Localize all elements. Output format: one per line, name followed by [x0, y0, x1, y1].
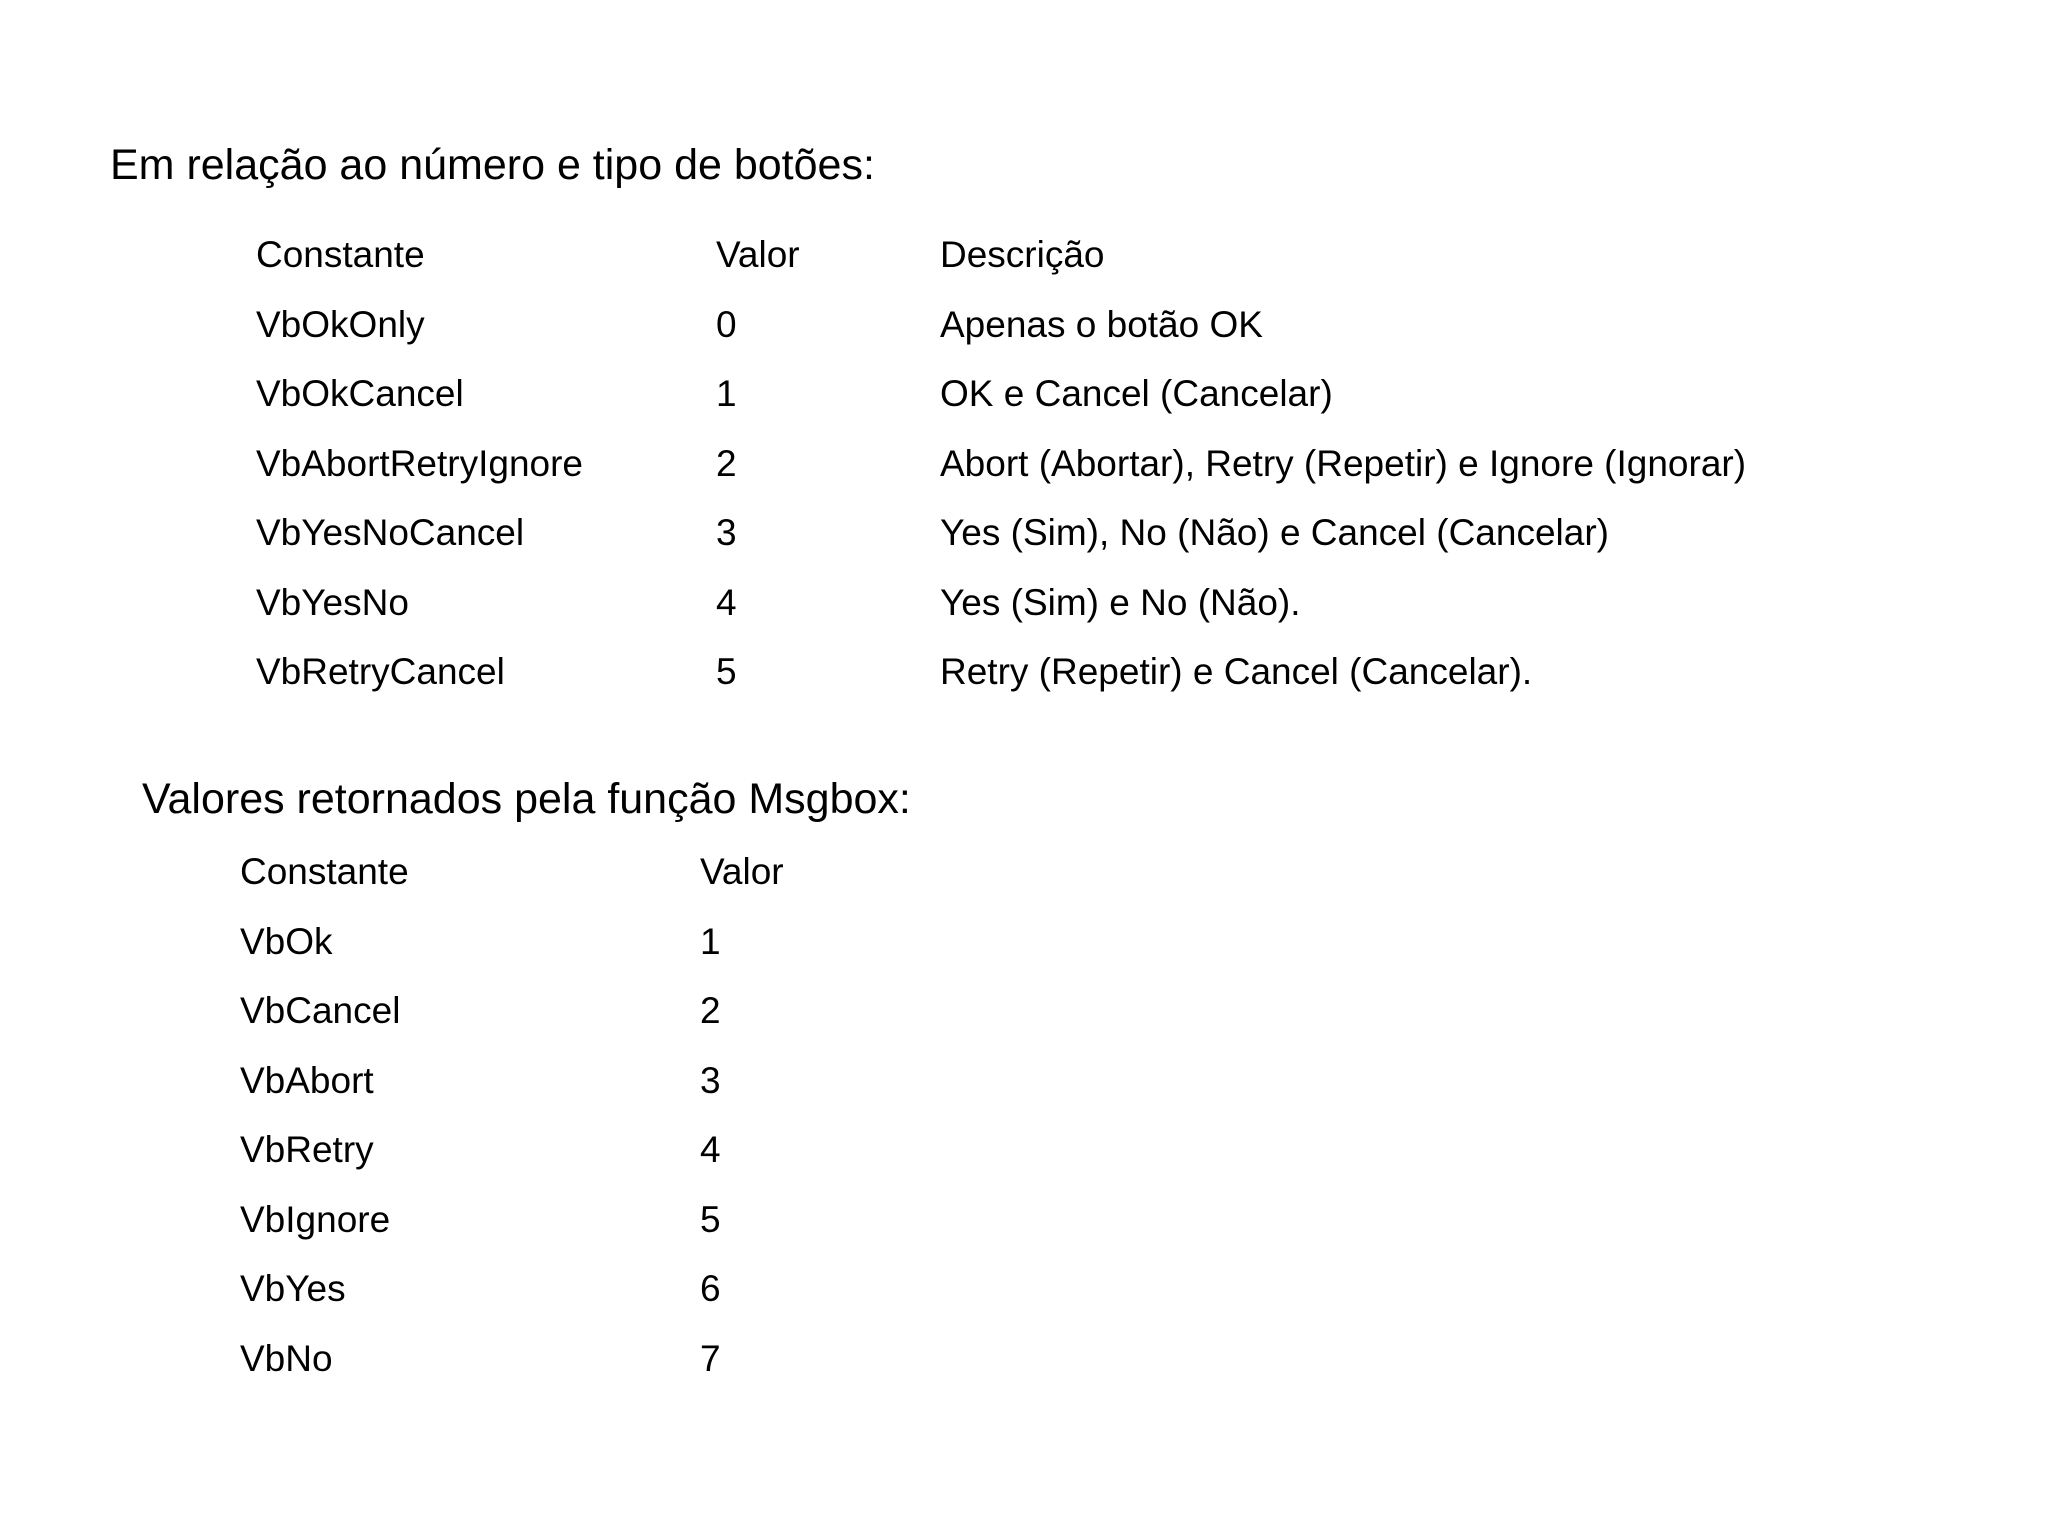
value-cell: 4: [700, 1129, 721, 1170]
constant-cell: VbCancel: [240, 990, 401, 1031]
value-cell: 6: [700, 1268, 721, 1309]
description-cell: Yes (Sim), No (Não) e Cancel (Cancelar): [940, 512, 1609, 553]
table-row: [256, 584, 1746, 654]
constant-cell: VbNo: [240, 1337, 333, 1379]
value-cell: 2: [700, 990, 721, 1031]
column-header-descricao: Descrição: [940, 234, 1105, 275]
table-row: [240, 923, 820, 993]
constant-cell: VbOkOnly: [256, 303, 425, 345]
value-cell: 3: [716, 512, 737, 553]
constant-cell: VbYes: [240, 1268, 346, 1309]
constant-cell: VbOkCancel: [256, 373, 464, 414]
constant-cell: VbAbortRetryIgnore: [256, 442, 584, 484]
table-row: [256, 375, 1746, 445]
returns-section-heading: Valores retornados pela função Msgbox:: [142, 775, 911, 823]
value-cell: 4: [716, 581, 737, 623]
description-cell: OK e Cancel (Cancelar): [940, 373, 1333, 414]
constant-cell: VbIgnore: [240, 1198, 391, 1240]
table-row: [240, 1340, 820, 1410]
value-cell: 1: [716, 373, 737, 414]
table-row: [240, 992, 820, 1062]
table-row: [256, 306, 1746, 376]
value-cell: 7: [700, 1337, 721, 1379]
table-row: [240, 1201, 820, 1271]
description-cell: Abort (Abortar), Retry (Repetir) e Ignore (Ignorar): [940, 442, 1747, 484]
constant-cell: VbRetry: [240, 1129, 374, 1170]
table-row: [256, 653, 1746, 723]
column-header-valor: Valor: [700, 851, 784, 892]
value-cell: 2: [716, 442, 737, 484]
constant-cell: VbYesNo: [256, 581, 409, 623]
buttons-table: [256, 236, 1746, 723]
column-header-constante: Constante: [256, 234, 425, 275]
description-cell: Retry (Repetir) e Cancel (Cancelar).: [940, 651, 1533, 692]
constant-cell: VbOk: [240, 920, 333, 962]
description-cell: Yes (Sim) e No (Não).: [940, 581, 1301, 623]
value-cell: 1: [700, 920, 721, 962]
column-header-valor: Valor: [716, 234, 800, 275]
returns-table: [240, 853, 820, 1409]
value-cell: 5: [700, 1198, 721, 1240]
table-header-row: [240, 853, 820, 923]
constant-cell: VbRetryCancel: [256, 651, 505, 692]
description-cell: Apenas o botão OK: [940, 303, 1263, 345]
value-cell: 3: [700, 1059, 721, 1101]
buttons-section-heading: Em relação ao número e tipo de botões:: [110, 141, 875, 189]
table-row: [256, 514, 1746, 584]
table-row: [240, 1062, 820, 1132]
table-row: [240, 1131, 820, 1201]
table-header-row: [256, 236, 1746, 306]
value-cell: 5: [716, 651, 737, 692]
table-row: [256, 445, 1746, 515]
constant-cell: VbAbort: [240, 1059, 374, 1101]
constant-cell: VbYesNoCancel: [256, 512, 525, 553]
table-row: [240, 1270, 820, 1340]
value-cell: 0: [716, 303, 737, 345]
column-header-constante: Constante: [240, 851, 409, 892]
